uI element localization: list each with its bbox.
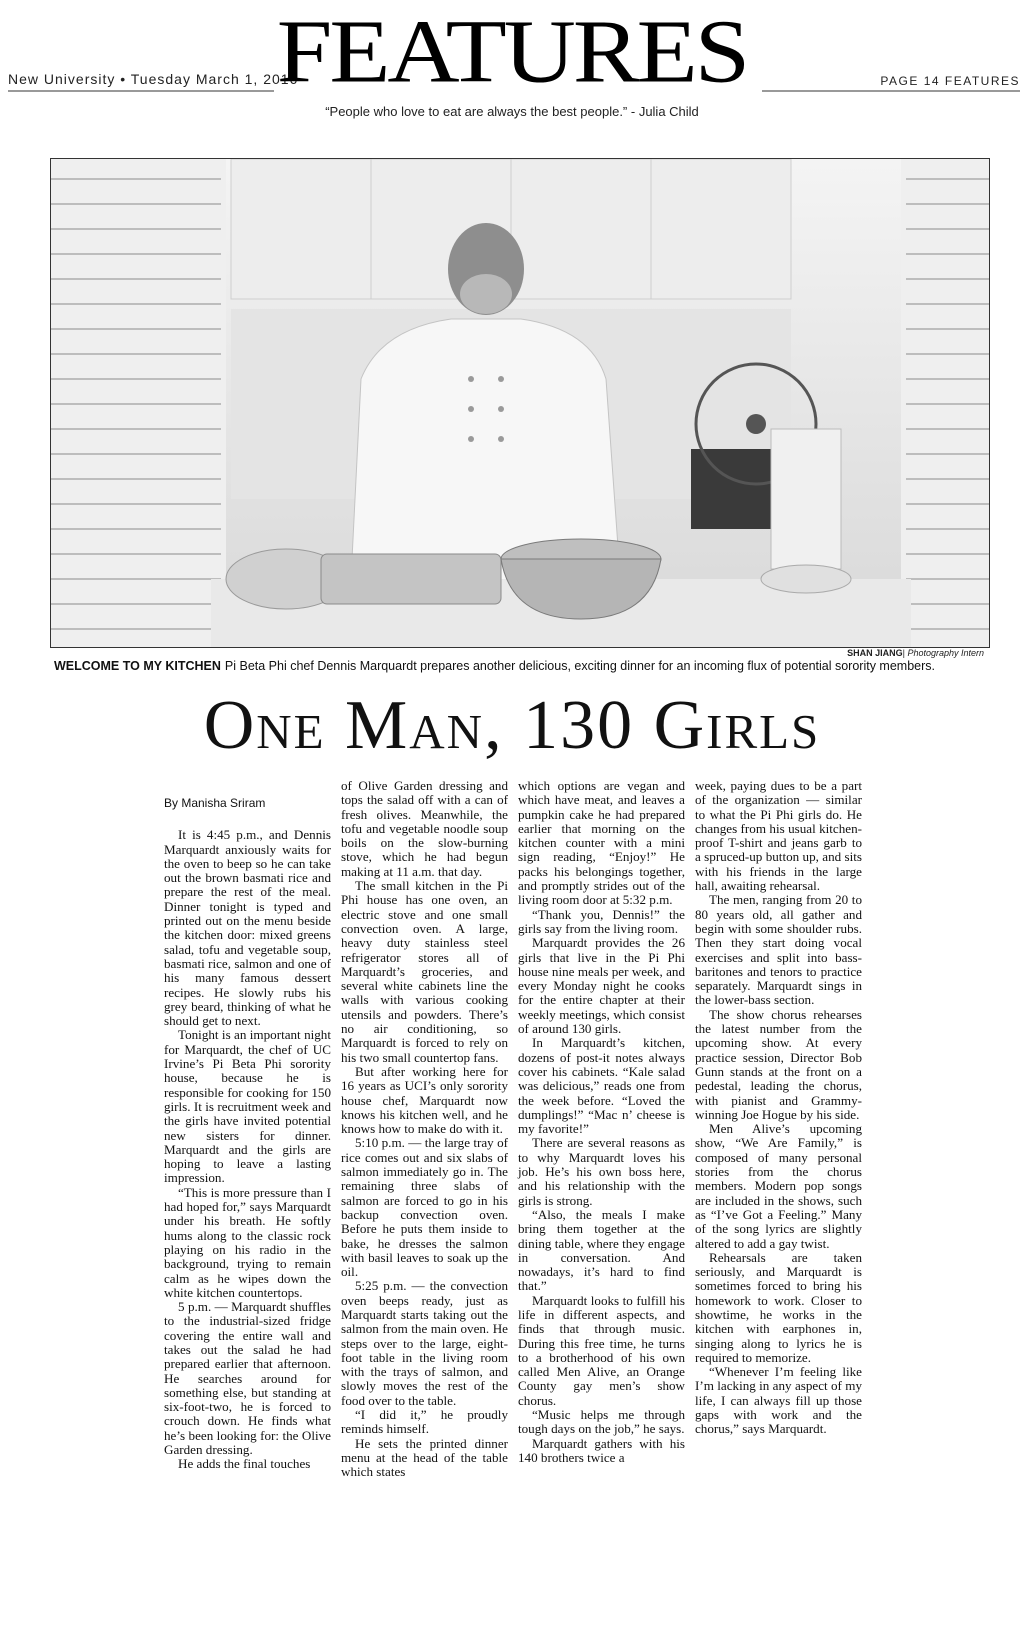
- paragraph: Tonight is an important night for Marquardt, the chef of UC Irvine’s Pi Beta Phi sorority house, because he is responsible for cooking for 150 girls. It is recruitment week and the girls have invited potential new sisters for dinner. Marquardt and the girls are hoping to leave a lasting impression.: [164, 1027, 331, 1186]
- feature-photo: [50, 158, 990, 648]
- paragraph: “Thank you, Dennis!” the girls say from the living room.: [518, 906, 685, 936]
- paragraph: “Whenever I’m feeling like I’m lacking in any aspect of my life, I can always fill up those gaps with work and the chorus,” says Marquardt.: [695, 1364, 862, 1437]
- paragraph: which options are vegan and which have meat, and leaves a pumpkin cake he had prepared earlier that morning on the kitchen counter with a mini sign reading, “Enjoy!” He packs his belongings together, and promptly strides out of the living room door at 5:32 p.m.: [518, 778, 685, 908]
- paragraph: Rehearsals are taken seriously, and Marquardt is sometimes forced to bring his homework to work. Closer to showtime, he works in the kitchen with earphones in, singing along to lyrics he is required to memorize.: [695, 1249, 862, 1365]
- paragraph: Marquardt provides the 26 girls that live in the Pi Phi house nine meals per week, and every Monday night he cooks for the entire chapter at their weekly meetings, which consist of around 130 girls.: [518, 935, 685, 1037]
- paragraph: Marquardt looks to fulfill his life in different aspects, and finds that through music. During this free time, he turns to a brotherhood of his own called Men Alive, an Orange County gay men’s show chorus.: [518, 1292, 685, 1408]
- paragraph: In Marquardt’s kitchen, dozens of post-it notes always cover his cabinets. “Kale salad was delicious,” reads one from the week before. “Loved the dumplings!” “Mac n’ cheese is my favorite!”: [518, 1035, 685, 1137]
- paragraph: week, paying dues to be a part of the organization — similar to what the Pi Phi girls do. He changes from his usual kitchen-proof T-shirt and jeans garb to a spruced-up button up, and sits with his friends in the large hall, awaiting rehearsal.: [695, 778, 862, 894]
- photo-credit: SHAN JIANG| Photography Intern: [847, 648, 984, 658]
- paragraph: 5:25 p.m. — the convection oven beeps ready, just as Marquardt starts taking out the salmon from the main oven. He steps over to the large, eight-foot table in the living room with the trays of salmon, and slowly moves the rest of the food over to the table.: [341, 1278, 508, 1408]
- photo-credit-role: Photography Intern: [907, 648, 984, 658]
- paragraph: “This is more pressure than I had hoped for,” says Marquardt under his breath. He softly hums along to the classic rock playing on his radio in the background, trying to remain calm as he wipes down the white kitchen countertops.: [164, 1184, 331, 1300]
- masthead-dateline: New University • Tuesday March 1, 2016: [8, 71, 299, 87]
- paragraph: 5 p.m. — Marquardt shuffles to the industrial-sized fridge covering the entire wall and takes out the salad he had prepared earlier that afternoon. He searches around for something else, but standing at six-foot-two, he is forced to crouch down. He finds what he’s been looking for: the Olive Garden dressing.: [164, 1299, 331, 1458]
- photo-caption: [54, 659, 994, 673]
- paragraph: “Music helps me through tough days on the job,” he says.: [518, 1407, 685, 1437]
- byline: By Manisha Sriram: [164, 796, 266, 810]
- caption-lead: WELCOME TO MY KITCHEN: [54, 659, 221, 673]
- article-column-4: [695, 779, 862, 1437]
- section-title: FEATURES: [276, 1, 748, 102]
- paragraph: Marquardt gathers with his 140 brothers twice a: [518, 1435, 685, 1465]
- chef-kitchen-illustration: [51, 159, 989, 647]
- page-number: PAGE 14 FEATURES: [880, 74, 1020, 88]
- paragraph: Men Alive’s upcoming show, “We Are Family,” is composed of many personal stories from the chorus members. Modern pop songs are included in the shows, such as “I’ve Got a Feeling.” Many of the song lyrics are slightly altered to add a gay twist.: [695, 1121, 862, 1251]
- paragraph: The men, ranging from 20 to 80 years old, all gather and begin with some shoulder rubs. Then they start doing vocal exercises and split into bass-baritones and tenors to practice separately. Marquardt sings in the lower-bass section.: [695, 892, 862, 1008]
- paragraph: It is 4:45 p.m., and Dennis Marquardt anxiously waits for the oven to beep so he can take out the brown basmati rice and prepare the rest of the meal. Dinner tonight is typed and printed out on the menu beside the kitchen door: mixed greens salad, tofu and vegetable soup, basmati rice, salmon and one of his many famous dessert recipes. He slowly rubs his grey beard, thinking of what he should get to next.: [164, 827, 331, 1029]
- photo-credit-name: SHAN JIANG: [847, 648, 903, 658]
- paragraph: The show chorus rehearses the latest number from the upcoming show. At every practice session, Director Bob Gunn stands at the front on a pedestal, leading the chorus, with pianist and Grammy-winning Joe Hogue by his side.: [695, 1006, 862, 1122]
- article-headline: One Man, 130 Girls: [203, 687, 821, 764]
- article-column-2: [341, 779, 508, 1480]
- paragraph: The small kitchen in the Pi Phi house has one oven, an electric stove and one small convection oven. A large, heavy duty stainless steel refrigerator stores all of Marquardt’s groceries, and several white cabinets line the walls with various cooking utensils and powders. There’s no air conditioning, so Marquardt is forced to rely on his two small countertop fans.: [341, 878, 508, 1065]
- article-column-3: [518, 779, 685, 1465]
- masthead-quote: “People who love to eat are always the best people.” - Julia Child: [325, 104, 699, 119]
- paragraph: 5:10 p.m. — the large tray of rice comes out and six slabs of salmon immediately go in. The remaining three slabs of salmon are forced to go in his backup convection oven. Before he puts them inside to bake, he dresses the salmon with basil leaves to soak up the oil.: [341, 1135, 508, 1280]
- paragraph: “Also, the meals I make bring them together at the dining table, where they engage in conversation. And nowadays, it’s hard to find that.”: [518, 1206, 685, 1294]
- masthead-rule-right: [762, 90, 1020, 92]
- article-column-1: [164, 782, 331, 1472]
- paragraph: There are several reasons as to why Marquardt loves his job. He’s his own boss here, and his relationship with the girls is strong.: [518, 1135, 685, 1208]
- caption-text: Pi Beta Phi chef Dennis Marquardt prepares another delicious, exciting dinner for an incoming flux of potential sorority members.: [224, 659, 935, 673]
- paragraph: “I did it,” he proudly reminds himself.: [341, 1407, 508, 1437]
- paragraph: He adds the final touches: [178, 1456, 311, 1472]
- paragraph: of Olive Garden dressing and tops the salad off with a can of fresh olives. Meanwhile, the tofu and vegetable noodle soup boils on the slow-burning stove, which he had begun making at 11 a.m. that day.: [341, 778, 508, 879]
- paragraph: He sets the printed dinner menu at the head of the table which states: [341, 1435, 508, 1480]
- paragraph: But after working here for 16 years as UCI’s only sorority house chef, Marquardt now knows his kitchen well, and he knows how to make do with it.: [341, 1063, 508, 1137]
